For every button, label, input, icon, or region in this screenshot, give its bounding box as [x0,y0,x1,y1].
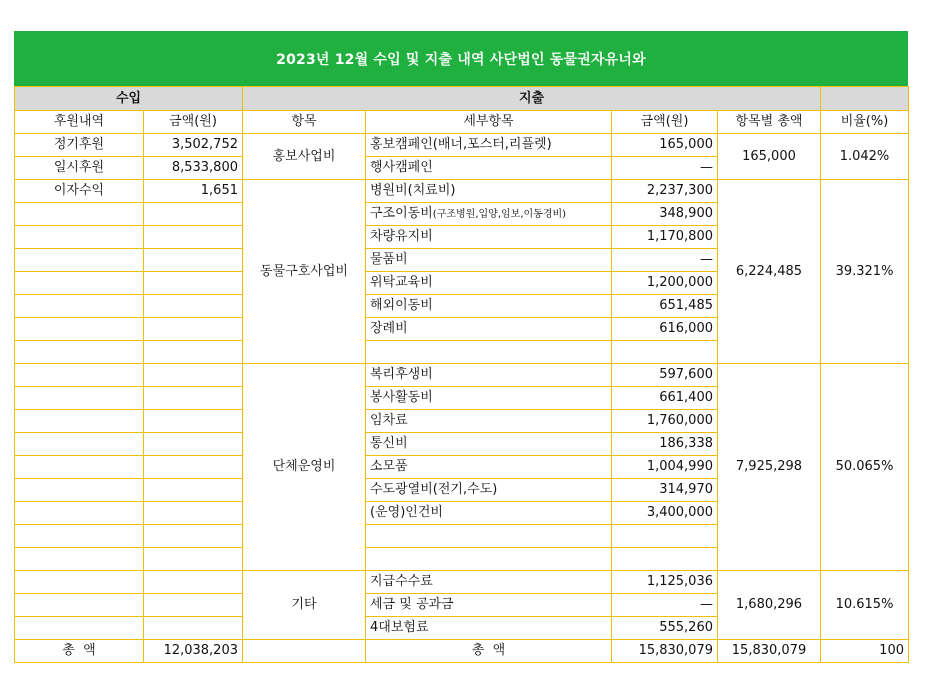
ratio-etc: 10.615% [821,571,909,640]
detail-name: 차량유지비 [366,226,612,249]
header-blank [821,87,909,111]
col-income-amount: 금액(원) [144,111,243,134]
report-title: 2023년 12월 수입 및 지출 내역 사단법인 동물권자유너와 [14,31,908,86]
ratio-promo: 1.042% [821,134,909,180]
detail-amount: 661,400 [612,387,718,410]
detail-note: (구조병원,입양,임보,이동경비) [432,208,567,220]
col-detail: 세부항목 [366,111,612,134]
expense-header: 지출 [243,87,821,111]
category-promo: 홍보사업비 [243,134,366,180]
income-amount: 3,502,752 [144,134,243,157]
category-etc: 기타 [243,571,366,640]
detail-amount: 555,260 [612,617,718,640]
detail-name: 구조이동비(구조병원,입양,임보,이동경비) [366,203,612,226]
detail-amount: 1,004,990 [612,456,718,479]
category-rescue: 동물구호사업비 [243,180,366,364]
col-category-total: 항목별 총액 [718,111,821,134]
table-row [15,571,909,594]
detail-name: 장례비 [366,318,612,341]
detail-name: 지급수수료 [366,571,612,594]
table-row [15,180,909,203]
detail-amount: 1,170,800 [612,226,718,249]
category-operation: 단체운영비 [243,364,366,571]
detail-name: 병원비(치료비) [366,180,612,203]
col-category: 항목 [243,111,366,134]
detail-name: 홍보캠페인(배너,포스터,리플렛) [366,134,612,157]
detail-amount: 186,338 [612,433,718,456]
detail-amount: 1,125,036 [612,571,718,594]
category-total-promo: 165,000 [718,134,821,180]
detail-amount: 651,485 [612,295,718,318]
detail-amount: 616,000 [612,318,718,341]
detail-name: 봉사활동비 [366,387,612,410]
detail-amount: 348,900 [612,203,718,226]
category-total-rescue: 6,224,485 [718,180,821,364]
detail-amount: — [612,249,718,272]
detail-amount: — [612,157,718,180]
detail-name: 4대보험료 [366,617,612,640]
detail-amount: 1,200,000 [612,272,718,295]
income-amount: 8,533,800 [144,157,243,180]
category-total-etc: 1,680,296 [718,571,821,640]
detail-name: 위탁교육비 [366,272,612,295]
category-total-operation: 7,925,298 [718,364,821,571]
detail-amount: 2,237,300 [612,180,718,203]
detail-name: 해외이동비 [366,295,612,318]
table-row [15,364,909,387]
table-row [15,134,909,157]
detail-amount: 1,760,000 [612,410,718,433]
income-total: 12,038,203 [144,640,243,663]
income-label: 정기후원 [15,134,144,157]
detail-name: 세금 및 공과금 [366,594,612,617]
detail-name: 수도광열비(전기,수도) [366,479,612,502]
col-ratio: 비율(%) [821,111,909,134]
col-donation-type: 후원내역 [15,111,144,134]
detail-name: 행사캠페인 [366,157,612,180]
income-total-label: 총 액 [15,640,144,663]
income-label: 일시후원 [15,157,144,180]
totals-row [15,640,909,663]
detail-name: 소모품 [366,456,612,479]
expense-total-label: 총 액 [366,640,612,663]
category-total-sum: 15,830,079 [718,640,821,663]
ratio-rescue: 39.321% [821,180,909,364]
detail-name: (운영)인건비 [366,502,612,525]
detail-amount: — [612,594,718,617]
detail-amount: 3,400,000 [612,502,718,525]
detail-amount: 314,970 [612,479,718,502]
detail-name: 복리후생비 [366,364,612,387]
income-amount: 1,651 [144,180,243,203]
col-amount: 금액(원) [612,111,718,134]
expense-total: 15,830,079 [612,640,718,663]
finance-table [14,86,909,663]
ratio-operation: 50.065% [821,364,909,571]
income-header: 수입 [15,87,243,111]
detail-amount: 597,600 [612,364,718,387]
ratio-total: 100 [821,640,909,663]
detail-name: 물품비 [366,249,612,272]
detail-name: 통신비 [366,433,612,456]
detail-amount: 165,000 [612,134,718,157]
detail-name: 임차료 [366,410,612,433]
income-label: 이자수익 [15,180,144,203]
